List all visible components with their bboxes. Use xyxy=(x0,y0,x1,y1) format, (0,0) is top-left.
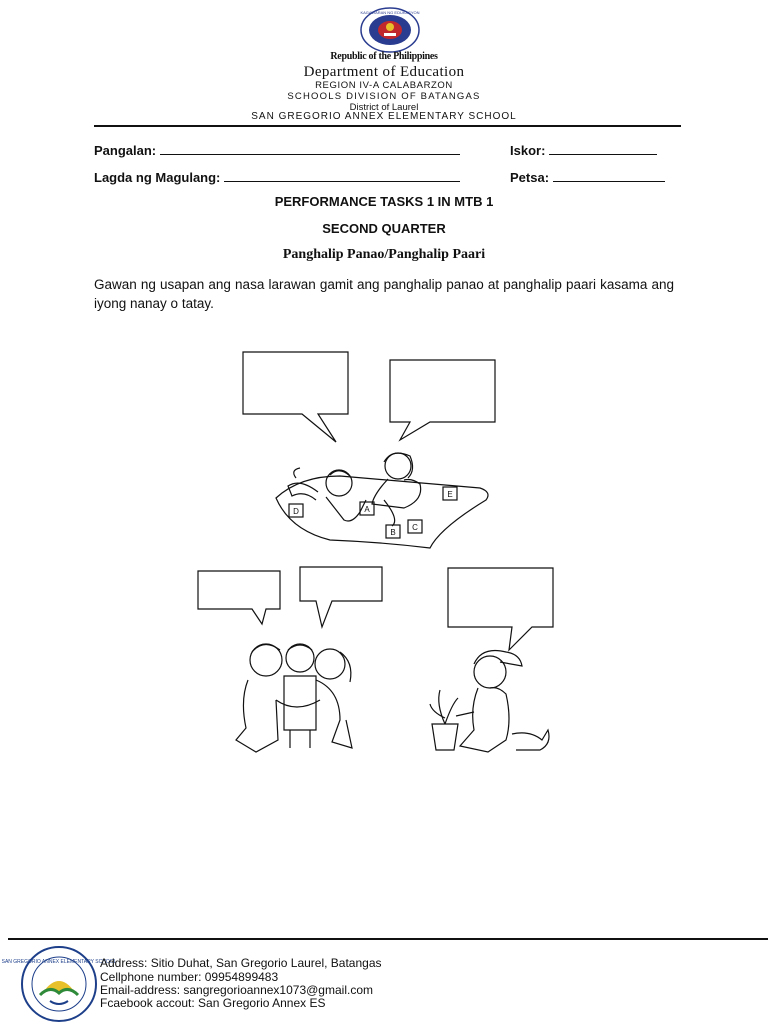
score-line[interactable] xyxy=(549,142,657,155)
worksheet-illustration xyxy=(190,345,570,765)
footer-divider xyxy=(8,938,768,940)
school-heading: SAN GREGORIO ANNEX ELEMENTARY SCHOOL xyxy=(251,111,517,122)
quarter-title: SECOND QUARTER xyxy=(322,221,446,236)
block-letter: E xyxy=(447,490,453,499)
name-label: Pangalan: xyxy=(94,143,157,158)
block-letter: B xyxy=(390,528,396,537)
division-heading: SCHOOLS DIVISION OF BATANGAS xyxy=(287,91,481,102)
block-letter: C xyxy=(412,523,418,532)
name-line[interactable] xyxy=(160,142,460,155)
footer-facebook: Fcaebook accout: San Gregorio Annex ES xyxy=(100,996,326,1010)
block-letter: A xyxy=(364,505,370,514)
topic-title: Panghalip Panao/Panghalip Paari xyxy=(282,247,486,262)
parent-signature-field[interactable] xyxy=(94,169,460,185)
score-label: Iskor: xyxy=(510,143,546,158)
boy-planting-drawing xyxy=(430,651,549,753)
children-hugging-drawing xyxy=(236,644,352,752)
date-field[interactable] xyxy=(510,169,665,185)
speech-bubble-5[interactable] xyxy=(448,568,553,650)
logo-text: SAN GREGORIO ANNEX ELEMENTARY SCHOOL xyxy=(1,959,117,965)
parent-signature-line[interactable] xyxy=(224,169,460,182)
header-divider xyxy=(94,125,681,127)
seal-text: KAGAWARAN NG EDUKASYON xyxy=(360,10,420,15)
date-label: Petsa: xyxy=(510,170,550,185)
score-field[interactable] xyxy=(510,142,657,158)
region-heading: REGION IV-A CALABARZON xyxy=(315,80,453,91)
date-line[interactable] xyxy=(553,169,665,182)
footer-email: Email-address: sangregorioannex1073@gmail.com xyxy=(100,983,373,997)
school-logo-icon xyxy=(1,945,117,1023)
speech-bubble-1[interactable] xyxy=(243,352,348,442)
block-letter: D xyxy=(293,507,299,516)
instructions: Gawan ng usapan ang nasa larawan gamit ang panghalip panao at panghalip paari kasama ang iyong nanay o tatay. xyxy=(94,277,674,311)
speech-bubble-2[interactable] xyxy=(390,360,495,440)
footer-phone: Cellphone number: 09954899483 xyxy=(100,970,279,984)
parent-signature-label: Lagda ng Magulang: xyxy=(94,170,221,185)
republic-heading: Republic of the Philippines xyxy=(330,51,438,62)
speech-bubble-4[interactable] xyxy=(300,567,382,627)
deped-seal-icon xyxy=(359,6,421,54)
task-title: PERFORMANCE TASKS 1 IN MTB 1 xyxy=(274,194,494,209)
district-heading: District of Laurel xyxy=(349,102,419,113)
department-heading: Department of Education xyxy=(303,64,465,80)
kids-playing-blocks-drawing xyxy=(276,453,488,548)
speech-bubble-3[interactable] xyxy=(198,571,280,624)
name-field[interactable] xyxy=(94,142,460,158)
footer-address: Address: Sitio Duhat, San Gregorio Laurel, Batangas xyxy=(100,956,382,970)
